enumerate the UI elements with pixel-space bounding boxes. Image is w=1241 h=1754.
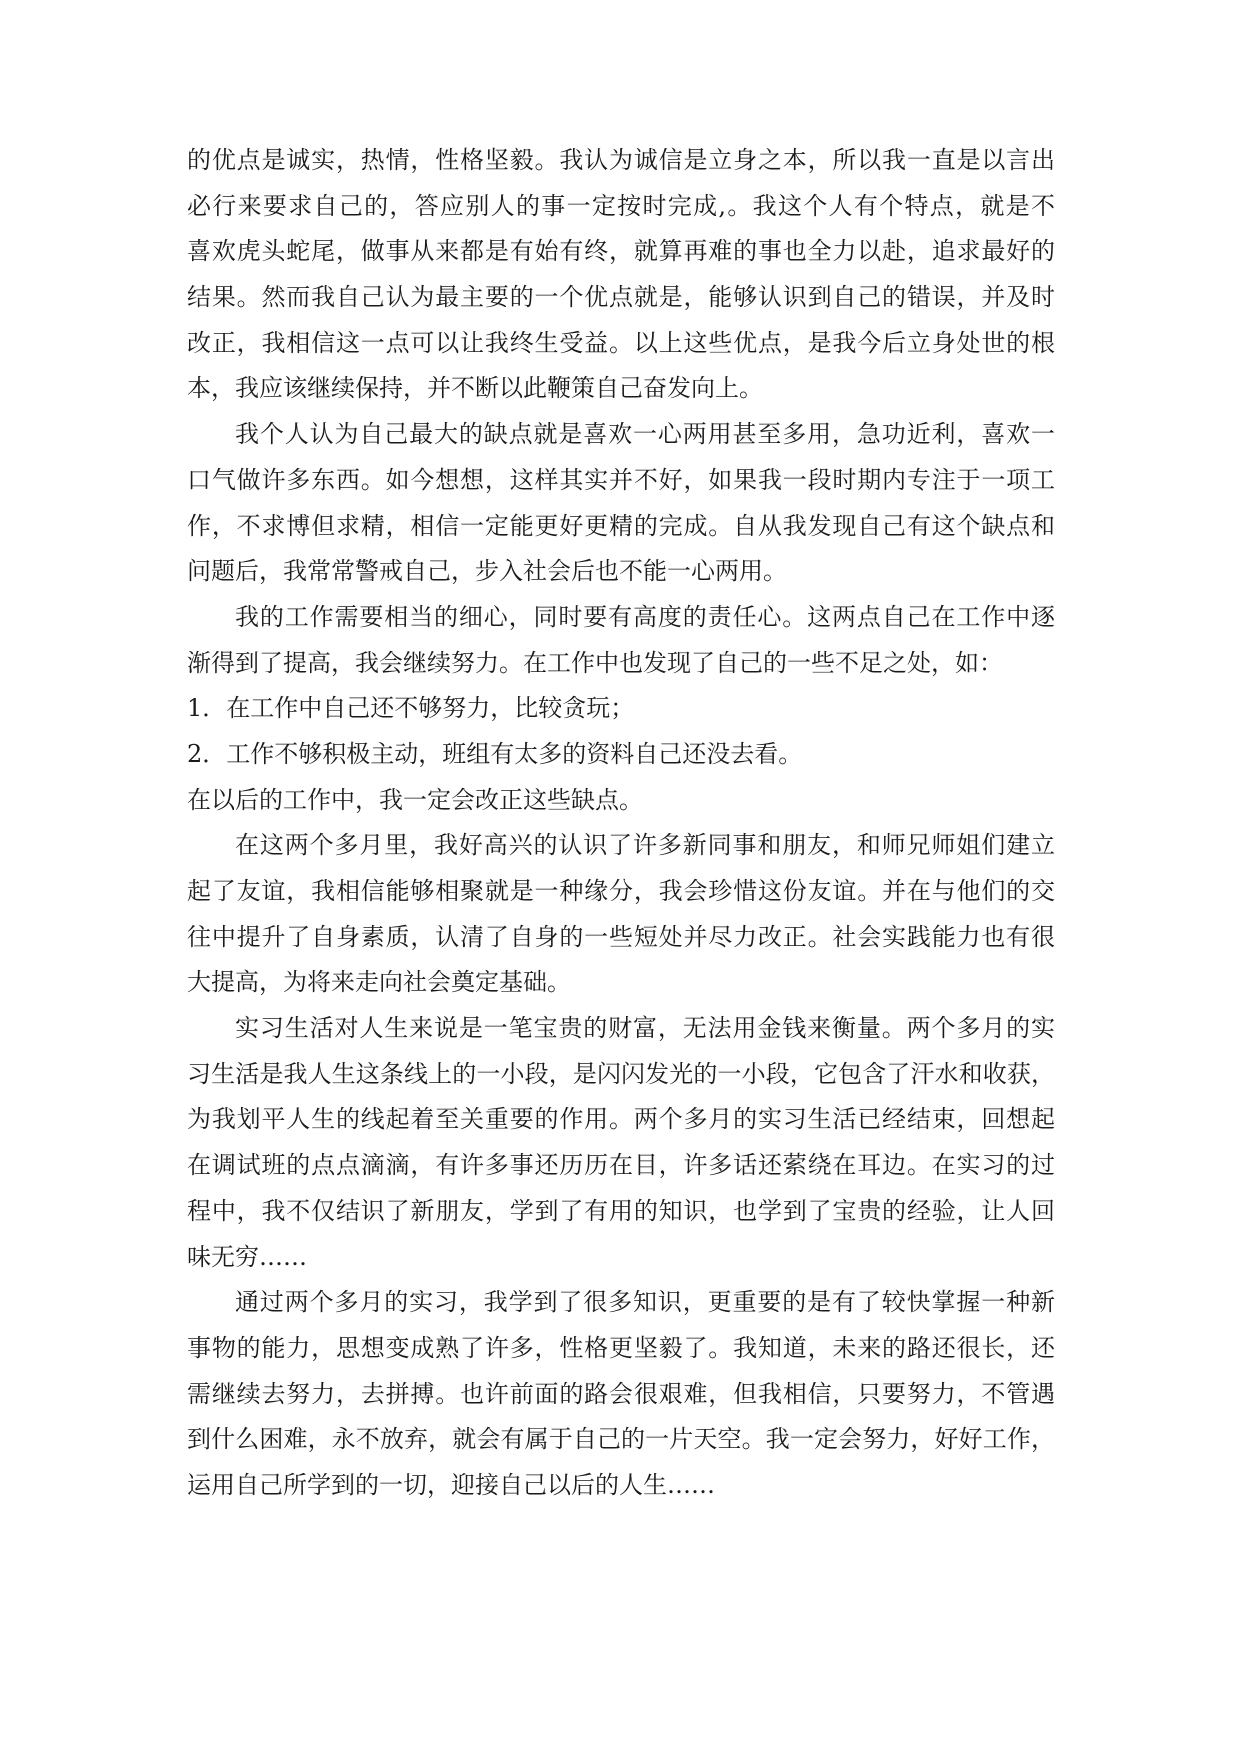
text-line: 往中提升了自身素质，认清了自身的一些短处并尽力改正。社会实践能力也有很: [187, 922, 1055, 951]
paragraph: [187, 823, 1055, 1006]
text-line: 味无穷……: [187, 1242, 307, 1271]
text-line: 我的工作需要相当的细心，同时要有高度的责任心。这两点自己在工作中逐: [235, 602, 1055, 631]
text-line: 在调试班的点点滴滴，有许多事还历历在目，许多话还萦绕在耳边。在实习的过: [187, 1151, 1055, 1180]
text-line: 程中，我不仅结识了新朋友，学到了有用的知识，也学到了宝贵的经验，让人回: [187, 1196, 1055, 1225]
text-line: 渐得到了提高，我会继续努力。在工作中也发现了自己的一些不足之处，如：: [187, 648, 1003, 677]
paragraph: [187, 1006, 1055, 1280]
text-line: 习生活是我人生这条线上的一小段，是闪闪发光的一小段，它包含了汗水和收获，: [187, 1059, 1055, 1088]
text-line: 作，不求博但求精，相信一定能更好更精的完成。自从我发现自己有这个缺点和: [187, 511, 1055, 540]
text-line: 运用自己所学到的一切，迎接自己以后的人生……: [187, 1470, 715, 1499]
list-item: 1．在工作中自己还不够努力，比较贪玩；: [187, 694, 635, 723]
text-line: 为我划平人生的线起着至关重要的作用。两个多月的实习生活已经结束，回想起: [187, 1105, 1055, 1134]
text-line: 的优点是诚实，热情，性格坚毅。我认为诚信是立身之本，所以我一直是以言出: [187, 146, 1055, 174]
paragraph: [187, 686, 1055, 732]
text-line: 事物的能力，思想变成熟了许多，性格更坚毅了。我知道，未来的路还很长，还: [187, 1333, 1055, 1362]
paragraph: [187, 732, 1055, 778]
text-line: 口气做许多东西。如今想想，这样其实并不好，如果我一段时期内专注于一项工: [187, 465, 1055, 494]
text-line: 在以后的工作中，我一定会改正这些缺点。: [187, 785, 643, 814]
text-line: 喜欢虎头蛇尾，做事从来都是有始有终，就算再难的事也全力以赴，追求最好的: [187, 237, 1055, 266]
document-body: [187, 138, 1055, 1509]
paragraph: [187, 1280, 1055, 1508]
paragraph: [187, 778, 1055, 824]
text-line: 大提高，为将来走向社会奠定基础。: [187, 968, 571, 997]
text-line: 需继续去努力，去拼搏。也许前面的路会很艰难，但我相信，只要努力，不管遇: [187, 1379, 1055, 1408]
text-line: 实习生活对人生来说是一笔宝贵的财富，无法用金钱来衡量。两个多月的实: [235, 1014, 1055, 1043]
text-line: 问题后，我常常警戒自己，步入社会后也不能一心两用。: [187, 557, 787, 586]
text-line: 在这两个多月里，我好高兴的认识了许多新同事和朋友，和师兄师姐们建立: [235, 831, 1055, 860]
text-line: 起了友谊，我相信能够相聚就是一种缘分，我会珍惜这份友谊。并在与他们的交: [187, 877, 1055, 905]
paragraph: [187, 412, 1055, 595]
list-item: 2．工作不够积极主动，班组有太多的资料自己还没去看。: [187, 739, 803, 768]
paragraph: [187, 595, 1055, 686]
text-line: 到什么困难，永不放弃，就会有属于自己的一片天空。我一定会努力，好好工作，: [187, 1425, 1055, 1454]
text-line: 我个人认为自己最大的缺点就是喜欢一心两用甚至多用，急功近利，喜欢一: [235, 420, 1055, 449]
text-line: 必行来要求自己的，答应别人的事一定按时完成,。我这个人有个特点，就是不: [187, 191, 1055, 220]
text-line: 改正，我相信这一点可以让我终生受益。以上这些优点，是我今后立身处世的根: [187, 328, 1055, 357]
text-line: 本，我应该继续保持，并不断以此鞭策自己奋发向上。: [187, 374, 763, 403]
paragraph: [187, 138, 1055, 412]
text-line: 结果。然而我自己认为最主要的一个优点就是，能够认识到自己的错误，并及时: [187, 283, 1055, 312]
text-line: 通过两个多月的实习，我学到了很多知识，更重要的是有了较快掌握一种新: [235, 1288, 1055, 1317]
